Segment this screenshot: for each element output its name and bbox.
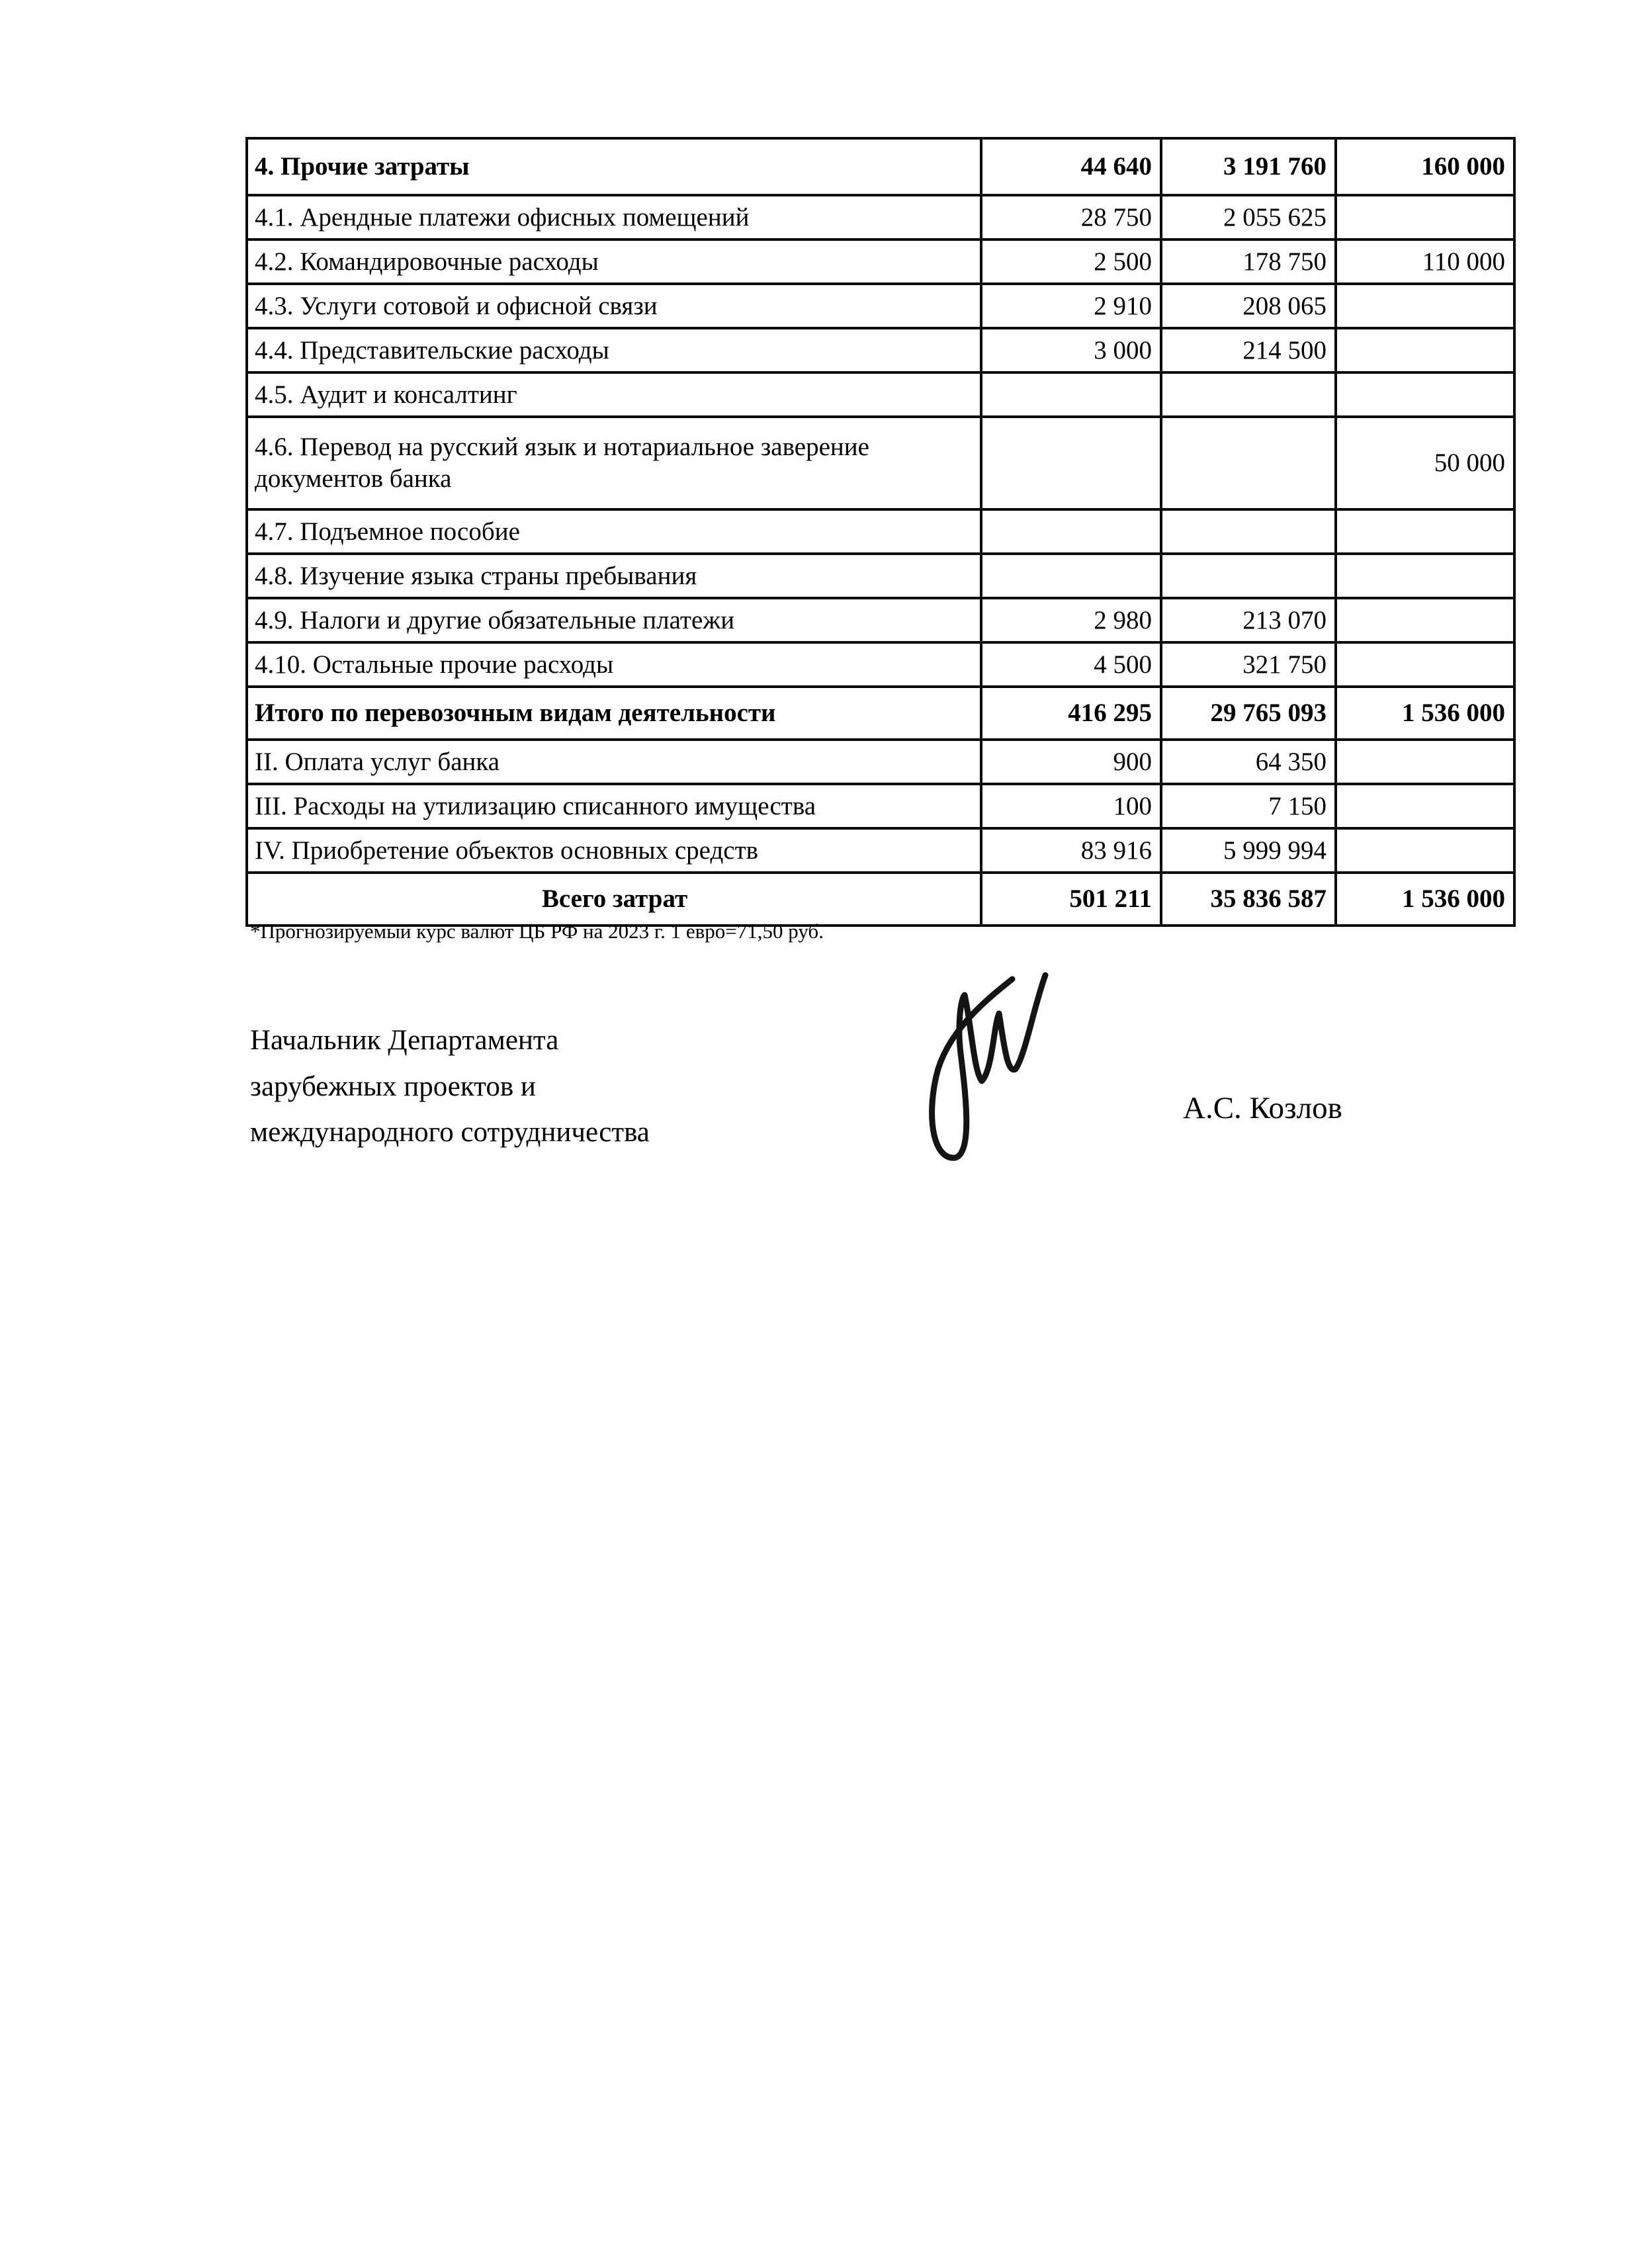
row-value-col1: 416 295 [981,687,1161,740]
row-value-col1: 2 910 [981,284,1161,328]
row-label: IV. Приобретение объектов основных средств [247,828,981,873]
row-value-col2 [1161,417,1336,509]
row-value-col3: 110 000 [1336,239,1514,284]
row-value-col3: 1 536 000 [1336,687,1514,740]
row-value-col2: 35 836 587 [1161,873,1336,926]
table-row [247,138,1514,195]
row-value-col2 [1161,554,1336,598]
signatory-name: А.С. Козлов [1183,1091,1342,1125]
signatory-job-title-line3: международного сотрудничества [250,1117,650,1148]
signatory-job-title-line1: Начальник Департамента [250,1025,559,1056]
row-value-col2 [1161,372,1336,417]
table-row [247,784,1514,828]
row-value-col1: 2 980 [981,598,1161,642]
row-value-col2 [1161,509,1336,554]
signatory-job-title-line2: зарубежных проектов и [250,1070,536,1102]
table-row [247,284,1514,328]
row-value-col3 [1336,372,1514,417]
table-row-subtotal [247,687,1514,740]
row-label: 4.7. Подъемное пособие [247,509,981,554]
row-label: III. Расходы на утилизацию списанного имущества [247,784,981,828]
table-row [247,417,1514,509]
row-value-col3 [1336,598,1514,642]
row-label: 4.2. Командировочные расходы [247,239,981,284]
row-value-col3 [1336,509,1514,554]
row-value-col2: 29 765 093 [1161,687,1336,740]
row-value-col1: 28 750 [981,195,1161,239]
row-label: 4.9. Налоги и другие обязательные платежи [247,598,981,642]
table-row [247,328,1514,372]
table-row [247,642,1514,687]
table-row [247,195,1514,239]
row-value-col1: 4 500 [981,642,1161,687]
row-value-col3 [1336,328,1514,372]
table-row [247,372,1514,417]
table-row [247,828,1514,873]
row-value-col2: 321 750 [1161,642,1336,687]
row-value-col3 [1336,642,1514,687]
row-value-col1: 900 [981,740,1161,784]
row-value-col1 [981,372,1161,417]
row-value-col3 [1336,195,1514,239]
exchange-rate-footnote: *Прогнозируемый курс валют ЦБ РФ на 2023 г. 1 евро=71,50 руб. [250,920,824,943]
row-value-col3 [1336,784,1514,828]
table-row [247,554,1514,598]
row-label: 4.4. Представительские расходы [247,328,981,372]
row-value-col1: 501 211 [981,873,1161,926]
row-value-col2: 2 055 625 [1161,195,1336,239]
row-label: Итого по перевозочным видам деятельности [247,687,981,740]
row-value-col1: 2 500 [981,239,1161,284]
row-value-col2: 64 350 [1161,740,1336,784]
row-label: 4.10. Остальные прочие расходы [247,642,981,687]
row-value-col1 [981,509,1161,554]
table-row [247,509,1514,554]
row-value-col2: 214 500 [1161,328,1336,372]
row-value-col1: 44 640 [981,138,1161,195]
row-label: Всего затрат [247,873,981,926]
row-value-col3 [1336,284,1514,328]
table-row [247,740,1514,784]
row-value-col3 [1336,740,1514,784]
row-value-col2: 178 750 [1161,239,1336,284]
expenses-table [245,137,1516,927]
row-label: 4.3. Услуги сотовой и офисной связи [247,284,981,328]
row-value-col3 [1336,554,1514,598]
row-value-col1: 83 916 [981,828,1161,873]
row-label: II. Оплата услуг банка [247,740,981,784]
row-label: 4. Прочие затраты [247,138,981,195]
row-label: 4.5. Аудит и консалтинг [247,372,981,417]
row-value-col1 [981,554,1161,598]
signatory-job-title [250,1017,650,1156]
row-value-col3: 50 000 [1336,417,1514,509]
table-row [247,598,1514,642]
row-value-col2: 213 070 [1161,598,1336,642]
table-row [247,239,1514,284]
row-value-col3 [1336,828,1514,873]
row-value-col2: 5 999 994 [1161,828,1336,873]
handwritten-signature [908,967,1073,1176]
row-value-col3: 1 536 000 [1336,873,1514,926]
row-value-col3: 160 000 [1336,138,1514,195]
row-label: 4.8. Изучение языка страны пребывания [247,554,981,598]
row-value-col2: 7 150 [1161,784,1336,828]
row-label: 4.6. Перевод на русский язык и нотариальное заверение документов банка [247,417,981,509]
row-value-col1: 3 000 [981,328,1161,372]
row-value-col1: 100 [981,784,1161,828]
row-label: 4.1. Арендные платежи офисных помещений [247,195,981,239]
table-row-grand-total [247,873,1514,926]
row-value-col2: 208 065 [1161,284,1336,328]
row-value-col1 [981,417,1161,509]
row-value-col2: 3 191 760 [1161,138,1336,195]
